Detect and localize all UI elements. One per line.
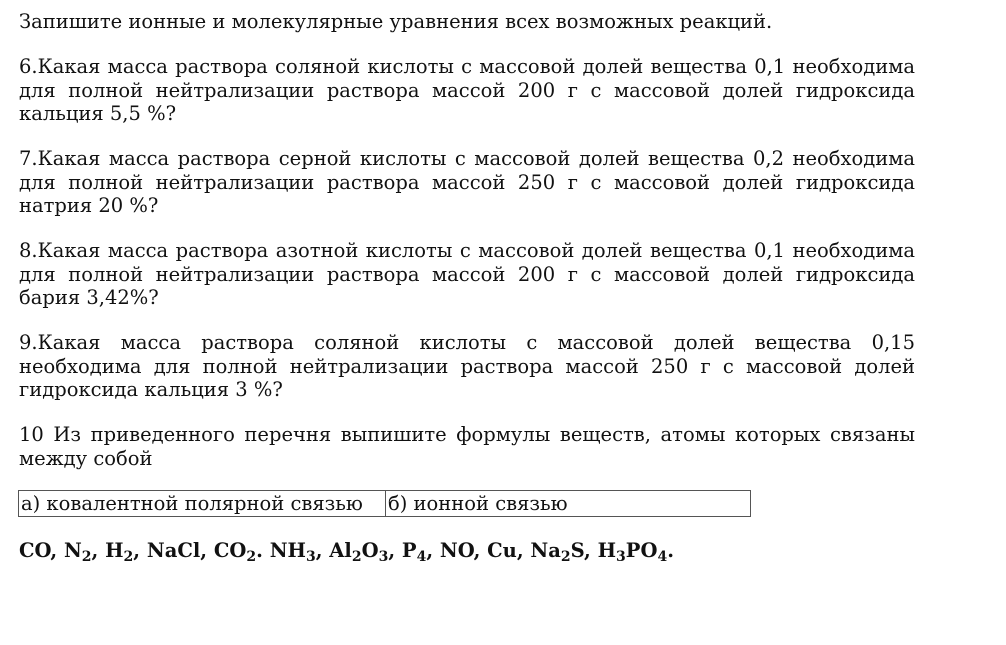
formula-item: $N_2$ [63,539,92,565]
ionic-column: б) ионной связью [386,491,751,517]
formula-item: $NH_3$ [269,539,316,565]
formula-list: CO, $N_2$, $H_2$, NaCl, $CO_2$. $NH_3$, $Al_2O_3$, $P_4$, NO, Cu, $Na_2S$, $H_3PO_4$. [19,539,674,565]
formula-item: CO [19,539,51,562]
bond-table-row [19,491,751,517]
formula-item: $H_2$ [105,539,134,565]
formula-item: $H_3PO_4$ [597,539,668,565]
formula-item: $Al_2O_3$ [329,539,389,565]
covalent-polar-column: а) ковалентной полярной связью [19,491,386,517]
formula-item: NO [439,539,474,562]
formula-item: $CO_2$ [213,539,257,565]
intro-instruction: Запишите ионные и молекулярные уравнения всех возможных реакций. [19,10,773,33]
task-10: 10 Из приведенного перечня выпишите формулы веществ, атомы которых связаны между собой [19,423,915,470]
task-9: 9.Какая масса раствора соляной кислоты с массовой долей вещества 0,15 необходима для полной нейтрализации раствора массой 250 г с массовой долей гидроксида кальция 3 %? [19,331,915,401]
formula-item: Cu [487,539,517,562]
formula-item: $P_4$ [401,539,427,565]
task-8: 8.Какая масса раствора азотной кислоты с массовой долей вещества 0,1 необходима для полной нейтрализации раствора массой 200 г с массовой долей гидроксида бария 3,42%? [19,239,915,309]
formula-item: $Na_2S$ [530,539,585,565]
task-6: 6.Какая масса раствора соляной кислоты с массовой долей вещества 0,1 необходима для полной нейтрализации раствора массой 200 г с массовой долей гидроксида кальция 5,5 %? [19,55,915,125]
task-7: 7.Какая масса раствора серной кислоты с массовой долей вещества 0,2 необходима для полной нейтрализации раствора массой 250 г с массовой долей гидроксида натрия 20 %? [19,147,915,217]
formula-item: NaCl [146,539,201,562]
bond-type-table [18,490,751,517]
